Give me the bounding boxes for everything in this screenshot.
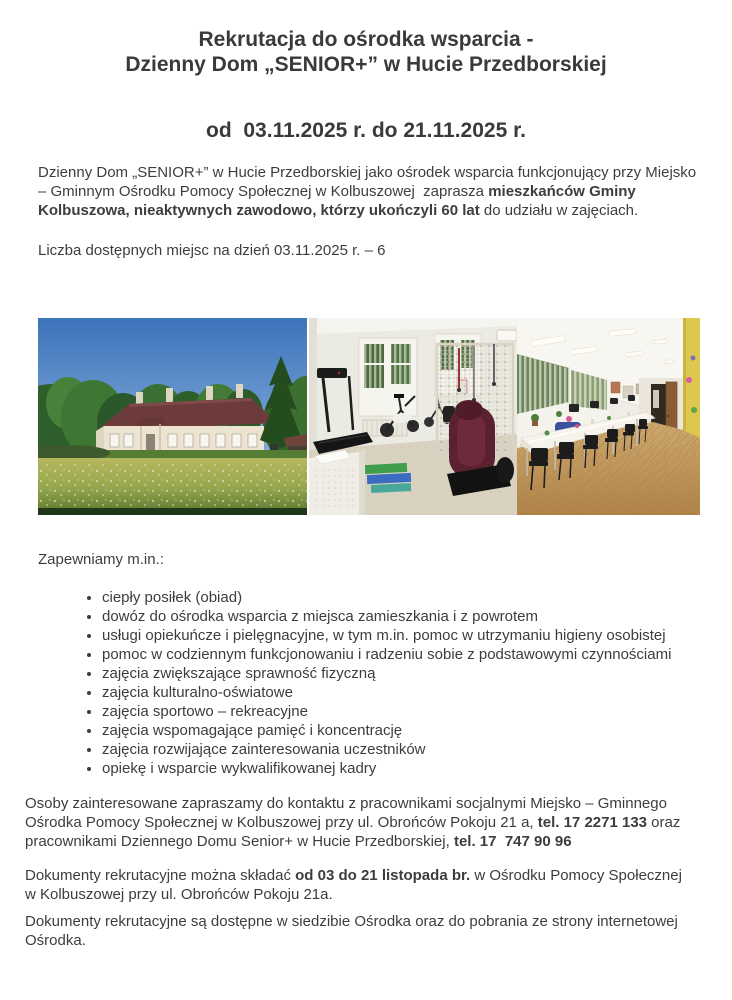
intro-text-2: do udziału w zajęciach. [479, 202, 639, 219]
date-range-heading: od 03.11.2025 r. do 21.11.2025 r. [206, 119, 526, 142]
page-title-line2: Dzienny Dom „SENIOR+” w Hucie Przedborskiej [125, 53, 607, 76]
services-heading: Zapewniamy m.in.: [38, 551, 164, 568]
list-item: • usługi opiekuńcze i pielęgnacyjne, w tym m.in. pomoc w utrzymaniu higieny osobistej [102, 626, 732, 645]
intro-paragraph [38, 163, 701, 220]
photo-strip [38, 318, 700, 515]
list-item: • pomoc w codziennym funkcjonowaniu i radzeniu sobie z podstawowymi czynnościami [102, 645, 732, 664]
list-item: • dowóz do ośrodka wsparcia z miejsca zamieszkania i z powrotem [102, 607, 732, 626]
contact-paragraph [25, 794, 690, 851]
list-item: • zajęcia zwiększające sprawność fizyczną [102, 664, 732, 683]
contact-text-1: Osoby zainteresowane zapraszamy do kontaktu z pracownikami socjalnymi Miejsko – Gminnego Ośrodka Pomocy Społecznej w Kolbuszowej przy ul. Obrońców Pokoju 21 a, [25, 795, 672, 831]
list-item: • zajęcia kulturalno-oświatowe [102, 683, 732, 702]
list-item: • ciepły posiłek (obiad) [102, 588, 732, 607]
documents-availability-paragraph: Dokumenty rekrutacyjne są dostępne w siedzibie Ośrodka oraz do pobrania ze strony internetowej Ośrodka. [25, 913, 683, 949]
list-item: • opiekę i wsparcie wykwalifikowanej kadry [102, 759, 732, 778]
contact-phone-2: tel. 17 747 90 96 [453, 833, 572, 850]
intro-text-1: Dzienny Dom „SENIOR+” w Hucie Przedborskiej jako ośrodek wsparcia funkcjonujący przy Miejsko – Gminnym Ośrodku Pomocy Społecznej w Kolbuszowej zaprasza [38, 164, 701, 200]
contact-text-2: oraz pracownikami Dziennego Domu Senior+ w Hucie Przedborskiej, [25, 814, 685, 850]
building-exterior-photo [38, 318, 307, 515]
documents-text-2: w Ośrodku Pomocy Społecznej w Kolbuszowej przy ul. Obrońców Pokoju 21a. [25, 867, 687, 903]
list-item: • zajęcia rozwijające zainteresowania uczestników [102, 740, 732, 759]
interior-rooms-photo [309, 318, 700, 515]
documents-bold-dates: od 03 do 21 listopada br. [295, 867, 471, 884]
list-item: • zajęcia wspomagające pamięć i koncentrację [102, 721, 732, 740]
intro-bold-eligibility: mieszkańców Gminy Kolbuszowa, nieaktywnych zawodowo, którzy ukończyli 60 lat [38, 183, 640, 219]
services-list [38, 588, 732, 778]
page-title-line1: Rekrutacja do ośrodka wsparcia - [198, 28, 534, 51]
available-places-line: Liczba dostępnych miejsc na dzień 03.11.2025 r. – 6 [38, 242, 386, 259]
documents-submit-paragraph [25, 866, 690, 904]
page-title [0, 0, 732, 77]
documents-text-1: Dokumenty rekrutacyjne można składać [25, 867, 296, 884]
contact-phone-1: tel. 17 2271 133 [537, 814, 648, 831]
list-item: • zajęcia sportowo – rekreacyjne [102, 702, 732, 721]
